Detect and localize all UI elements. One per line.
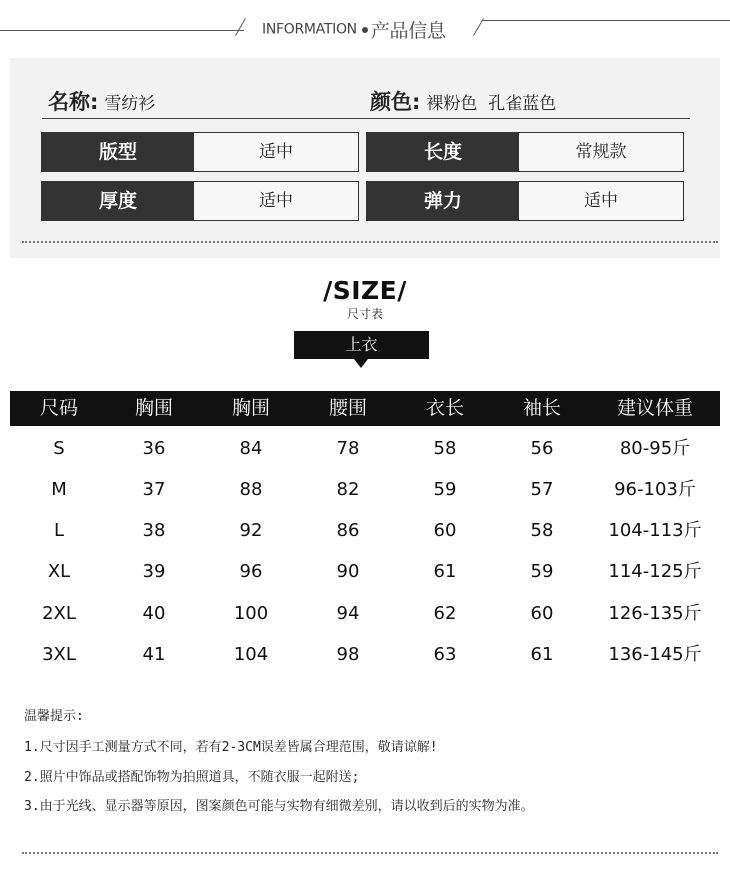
table-cell: M xyxy=(51,479,67,500)
table-cell: 136-145斤 xyxy=(608,644,702,665)
table-cell: 94 xyxy=(336,603,360,624)
table-cell: S xyxy=(53,438,65,459)
table-cell: 126-135斤 xyxy=(608,603,702,624)
attribute-fit xyxy=(41,132,359,172)
table-cell: 104 xyxy=(233,644,269,665)
attribute-value: 常规款 xyxy=(519,133,683,171)
size-subtitle: 尺寸表 xyxy=(346,307,383,321)
product-name-label: 名称: xyxy=(48,90,99,114)
table-cell: 37 xyxy=(142,479,166,500)
note-item: 3.由于光线、显示器等原因，图案颜色可能与实物有细微差别，请以收到后的实物为准。 xyxy=(24,799,534,814)
table-cell: 39 xyxy=(142,561,166,582)
table-cell: 61 xyxy=(530,644,554,665)
table-cell: 2XL xyxy=(42,603,76,624)
product-name-value: 雪纺衫 xyxy=(104,94,156,114)
table-cell: XL xyxy=(47,561,71,582)
attribute-value: 适中 xyxy=(194,133,358,171)
table-cell: 84 xyxy=(239,438,263,459)
tag-arrow-icon xyxy=(354,359,368,368)
bullet-icon xyxy=(362,27,368,33)
header-title-en: INFORMATION xyxy=(262,21,357,38)
note-item: 2.照片中饰品或搭配饰物为拍照道具，不随衣服一起附送; xyxy=(24,770,360,785)
table-cell: 82 xyxy=(336,479,360,500)
table-cell: 59 xyxy=(530,561,554,582)
table-cell: 90 xyxy=(336,561,360,582)
dotted-divider xyxy=(22,241,718,243)
table-cell: 63 xyxy=(433,644,457,665)
table-cell: 96 xyxy=(239,561,263,582)
column-header: 胸围 xyxy=(134,397,173,419)
column-header: 袖长 xyxy=(522,397,561,419)
table-cell: 88 xyxy=(239,479,263,500)
table-cell: 100 xyxy=(233,603,269,624)
header-title-cn: 产品信息 xyxy=(370,20,446,42)
table-cell: 58 xyxy=(530,520,554,541)
table-cell: 114-125斤 xyxy=(608,561,702,582)
attribute-label: 弹力 xyxy=(367,182,519,220)
table-cell: 56 xyxy=(530,438,554,459)
table-cell: 62 xyxy=(433,603,457,624)
product-name xyxy=(48,86,155,116)
table-cell: 80-95斤 xyxy=(619,438,691,459)
table-cell: 61 xyxy=(433,561,457,582)
attribute-label: 长度 xyxy=(367,133,519,171)
header-slash-left xyxy=(235,18,246,36)
attribute-length xyxy=(366,132,684,172)
product-color-value: 裸粉色 孔雀蓝色 xyxy=(426,94,557,114)
column-header: 建议体重 xyxy=(616,397,693,419)
attribute-thickness xyxy=(41,181,359,221)
product-color-label: 颜色: xyxy=(370,90,421,114)
table-cell: 58 xyxy=(433,438,457,459)
table-cell: 36 xyxy=(142,438,166,459)
column-header: 腰围 xyxy=(328,397,367,419)
table-cell: 60 xyxy=(433,520,457,541)
attribute-label: 厚度 xyxy=(42,182,194,220)
category-tag: 上衣 xyxy=(294,331,429,359)
info-divider xyxy=(42,118,690,119)
table-cell: 59 xyxy=(433,479,457,500)
table-cell: 104-113斤 xyxy=(608,520,702,541)
table-cell: 40 xyxy=(142,603,166,624)
table-cell: 96-103斤 xyxy=(614,479,696,500)
table-cell: 60 xyxy=(530,603,554,624)
size-table-header xyxy=(10,391,720,426)
note-item: 1.尺寸因手工测量方式不同，若有2-3CM误差皆属合理范围，敬请谅解! xyxy=(24,740,438,755)
table-cell: 3XL xyxy=(42,644,76,665)
attribute-label: 版型 xyxy=(42,133,194,171)
table-cell: 98 xyxy=(336,644,360,665)
table-cell: 92 xyxy=(239,520,263,541)
table-cell: 86 xyxy=(336,520,360,541)
product-color xyxy=(370,86,556,116)
header-title xyxy=(262,16,446,43)
attribute-value: 适中 xyxy=(194,182,358,220)
column-header: 尺码 xyxy=(39,397,78,419)
notes-title: 温馨提示: xyxy=(24,709,84,724)
attribute-elasticity xyxy=(366,181,684,221)
table-cell: 57 xyxy=(530,479,554,500)
header-line-right xyxy=(482,20,730,21)
table-cell: L xyxy=(53,520,65,541)
table-cell: 78 xyxy=(336,438,360,459)
size-title: /SIZE/ xyxy=(323,276,407,305)
column-header: 胸围 xyxy=(231,397,270,419)
header-line-left xyxy=(0,30,244,31)
attribute-value: 适中 xyxy=(519,182,683,220)
column-header: 衣长 xyxy=(425,397,464,419)
table-cell: 38 xyxy=(142,520,166,541)
dotted-divider-bottom xyxy=(22,852,718,854)
table-cell: 41 xyxy=(142,644,166,665)
